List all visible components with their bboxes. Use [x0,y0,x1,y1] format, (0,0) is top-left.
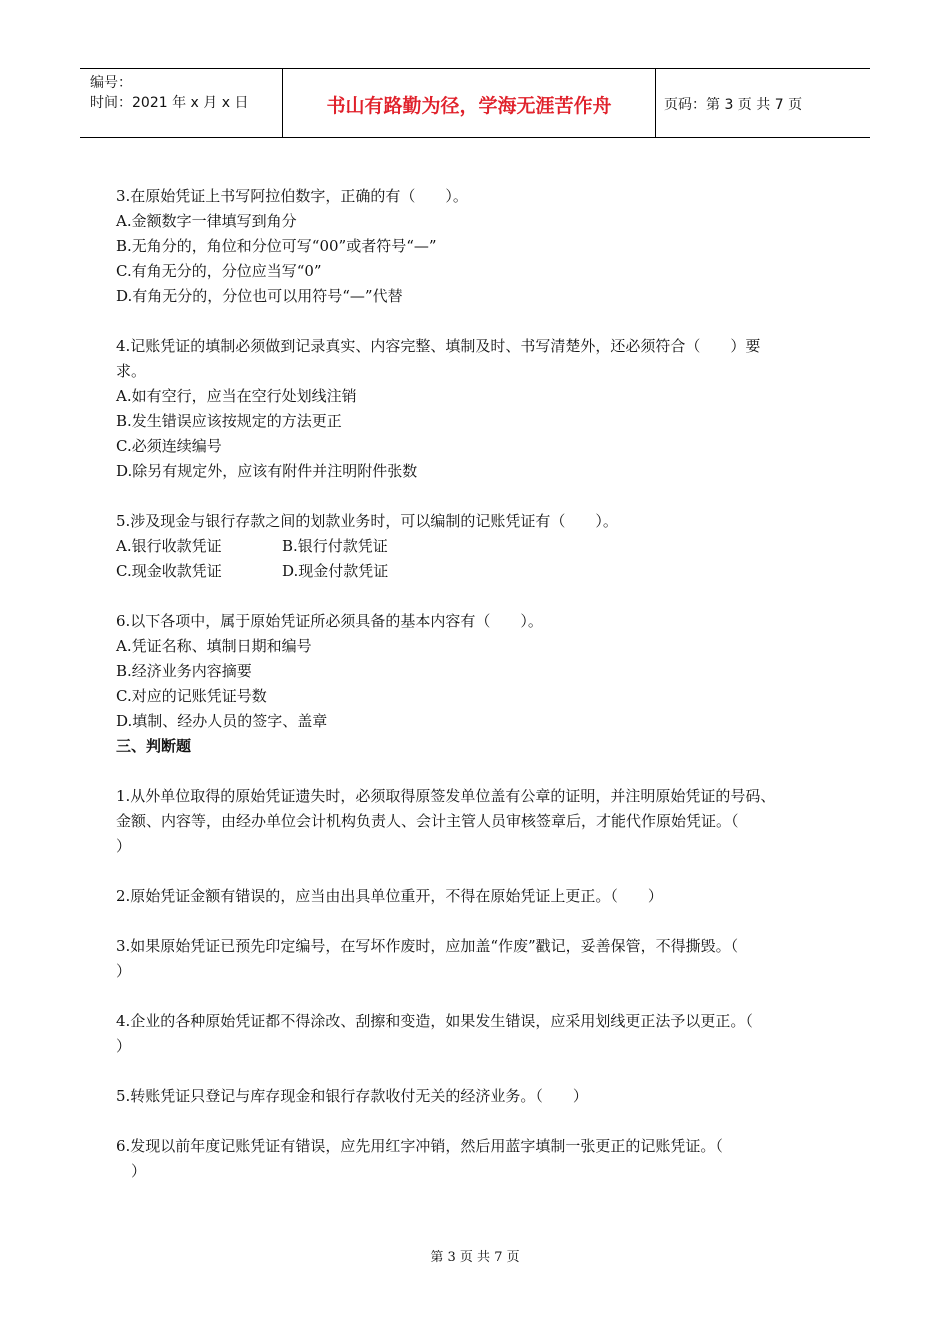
question-4 [116,334,846,484]
option: B.无角分的，角位和分位可写“00”或者符号“—” [116,237,437,255]
tf-line: 6.发现以前年度记账凭证有错误，应先用红字冲销，然后用蓝字填制一张更正的记账凭证。（ [116,1137,723,1155]
tf-line: ） [116,1162,147,1180]
option: B.发生错误应该按规定的方法更正 [116,412,342,430]
option: A.金额数字一律填写到角分 [116,212,297,230]
option: A.如有空行，应当在空行处划线注销 [116,387,357,405]
option: B.经济业务内容摘要 [116,662,252,680]
page-header [80,68,870,138]
option: A.银行收款凭证 [116,537,222,555]
option: C.必须连续编号 [116,437,222,455]
header-meta [90,73,248,113]
tf-line: 3.如果原始凭证已预先印定编号，在写坏作废时，应加盖“作废”戳记，妥善保管，不得撕毁。（ [116,937,739,955]
page-footer: 第 3 页 共 7 页 [430,1250,520,1265]
option-row [116,559,846,584]
option: C.现金收款凭证 [116,562,222,580]
option: A.凭证名称、填制日期和编号 [116,637,312,655]
tf-line: ） [116,837,132,855]
header-divider-right [655,69,656,137]
question-5 [116,509,846,584]
option: C.对应的记账凭证号数 [116,687,267,705]
tf-line: 5.转账凭证只登记与库存现金和银行存款收付无关的经济业务。（ ） [116,1087,588,1105]
question-3 [116,184,846,309]
tf-question-5 [116,1084,846,1109]
question-6 [116,609,846,734]
option-row [116,534,846,559]
question-stem-cont: 求。 [116,362,147,380]
tf-question-4 [116,1009,846,1059]
tf-line: 1.从外单位取得的原始凭证遗失时，必须取得原签发单位盖有公章的证明，并注明原始凭证的号码、 [116,787,776,805]
tf-question-6 [116,1134,846,1184]
tf-line: 4.企业的各种原始凭证都不得涂改、刮擦和变造，如果发生错误，应采用划线更正法予以更正。（ [116,1012,753,1030]
option: C.有角无分的，分位应当写“0” [116,262,322,280]
question-stem: 3.在原始凭证上书写阿拉伯数字，正确的有（ ）。 [116,187,468,205]
time-label: 时间：2021 年 x 月 x 日 [90,95,249,111]
number-label: 编号： [90,75,132,91]
tf-line: 2.原始凭证金额有错误的，应当由出具单位重开，不得在原始凭证上更正。（ ） [116,887,663,905]
option: D.填制、经办人员的签字、盖章 [116,712,328,730]
section-title-true-false: 三、判断题 [116,737,192,755]
tf-question-1 [116,784,846,859]
option: D.有角无分的，分位也可以用符号“—”代替 [116,287,403,305]
document-body [116,184,846,1209]
tf-line: 金额、内容等，由经办单位会计机构负责人、会计主管人员审核签章后，才能代作原始凭证。（ [116,812,739,830]
option: D.除另有规定外，应该有附件并注明附件张数 [116,462,418,480]
option: D.现金付款凭证 [282,562,389,580]
tf-question-2 [116,884,846,909]
tf-line: ） [116,962,132,980]
question-stem: 4.记账凭证的填制必须做到记录真实、内容完整、填制及时、书写清楚外，还必须符合（ ）要 [116,337,761,355]
question-stem: 6.以下各项中，属于原始凭证所必须具备的基本内容有（ ）。 [116,612,543,630]
question-stem: 5.涉及现金与银行存款之间的划款业务时，可以编制的记账凭证有（ ）。 [116,512,618,530]
option: B.银行付款凭证 [282,537,388,555]
header-motto: 书山有路勤为径，学海无涯苦作舟 [326,95,612,117]
tf-line: ） [116,1037,132,1055]
tf-question-3 [116,934,846,984]
header-page-info: 页码：第 3 页 共 7 页 [664,97,803,113]
